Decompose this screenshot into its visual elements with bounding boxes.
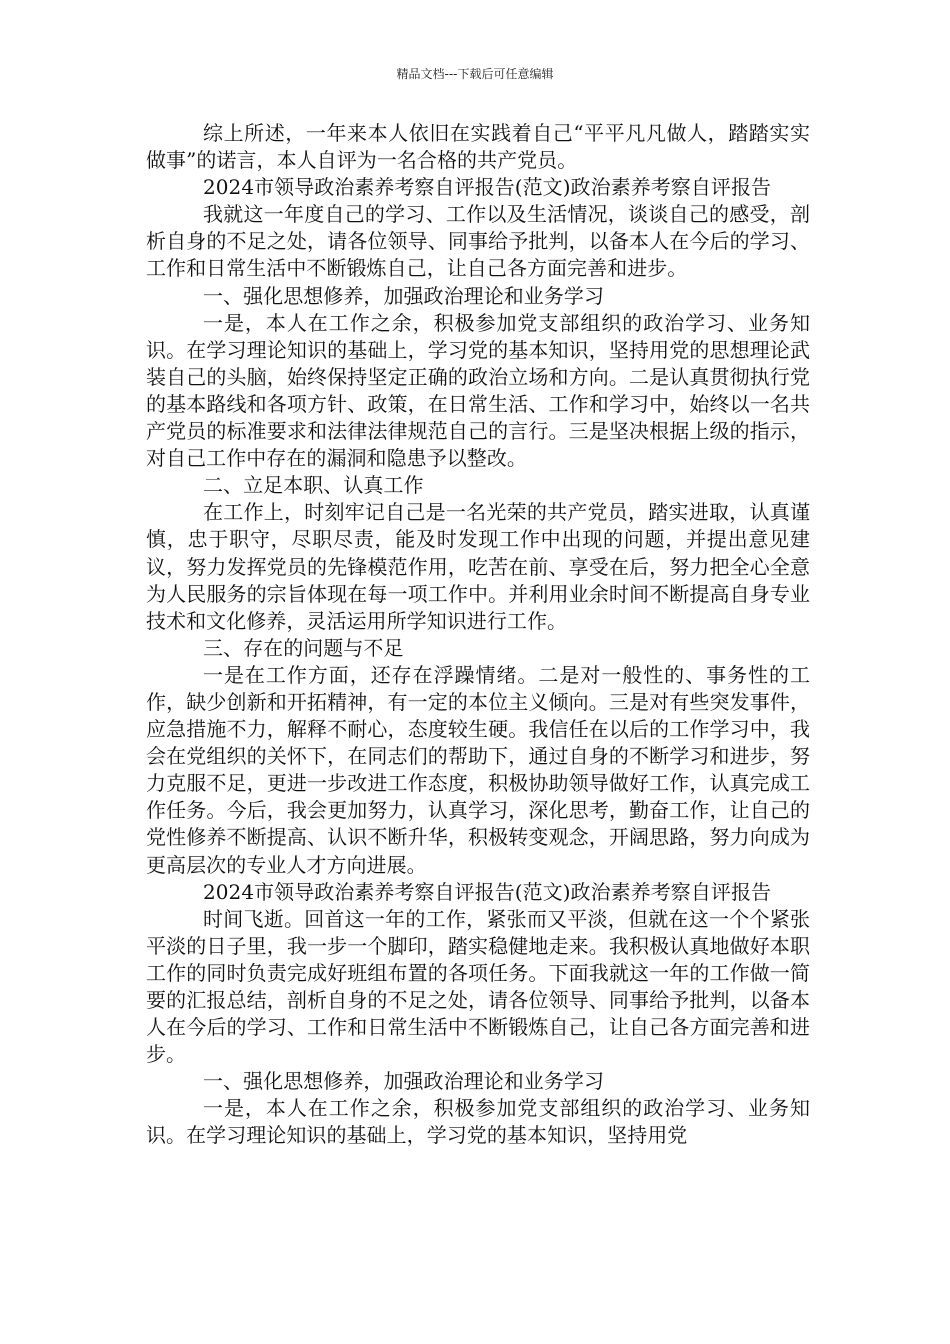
section-heading-3: 三、存在的问题与不足 <box>203 635 404 660</box>
section-3-body: 一是在工作方面，还存在浮躁情绪。二是对一般性的、事务性的工作，缺少创新和开拓精神，有一定的本位主义倾向。三是对有些突发事件，应急措施不力，解释不耐心，态度较生硬。我信任在以后的工作学习中，我会在党组织的关怀下，在同志们的帮助下，通过自身的不断学习和进步，努力克服不足，更进一步改进工作态度，积极协助领导做好工作，认真完成工作任务。今后，我会更加努力，认真学习，深化思考，勤奋工作，让自己的党性修养不断提高、认识不断升华，积极转变观念，开阔思路，努力向成为更高层次的专业人才方向进展。 <box>146 662 810 877</box>
document-body <box>146 120 810 1150</box>
section-heading-1b: 一、强化思想修养，加强政治理论和业务学习 <box>203 1069 604 1094</box>
report-title: 2024市领导政治素养考察自评报告(范文)政治素养考察自评报告 <box>203 175 772 200</box>
page-header-note: 精品文档---下载后可任意编辑 <box>396 67 554 81</box>
section-1b-body: 一是，本人在工作之余，积极参加党支部组织的政治学习、业务知识。在学习理论知识的基础上，学习党的基本知识，坚持用党 <box>146 1096 810 1148</box>
section-heading-2: 二、立足本职、认真工作 <box>203 473 424 498</box>
section-2-body: 在工作上，时刻牢记自己是一名光荣的共产党员，踏实进取，认真谨慎，忠于职守，尽职尽责，能及时发现工作中出现的问题，并提出意见建议，努力发挥党员的先锋模范作用，吃苦在前、享受在后，努力把全心全意为人民服务的宗旨体现在每一项工作中。并利用业余时间不断提高自身专业技术和文化修养，灵活运用所学知识进行工作。 <box>146 500 810 633</box>
intro-paragraph-2: 时间飞逝。回首这一年的工作，紧张而又平淡，但就在这一个个紧张平淡的日子里，我一步一个脚印，踏实稳健地走来。我积极认真地做好本职工作的同时负责完成好班组布置的各项任务。下面我就这一年的工作做一简要的汇报总结，剖析自身的不足之处，请各位领导、同事给予批判，以备本人在今后的学习、工作和日常生活中不断锻炼自己，让自己各方面完善和进步。 <box>146 906 810 1067</box>
closing-paragraph: 综上所述，一年来本人依旧在实践着自己“平平凡凡做人，踏踏实实做事”的诺言，本人自评为一名合格的共产党员。 <box>146 121 810 173</box>
section-heading-1: 一、强化思想修养，加强政治理论和业务学习 <box>203 283 604 308</box>
section-1-body: 一是，本人在工作之余，积极参加党支部组织的政治学习、业务知识。在学习理论知识的基础上，学习党的基本知识，坚持用党的思想理论武装自己的头脑，始终保持坚定正确的政治立场和方向。二是认真贯彻执行党的基本路线和各项方针、政策，在日常生活、工作和学习中，始终以一名共产党员的标准要求和法律法律规范自己的言行。三是坚决根据上级的指示，对自己工作中存在的漏洞和隐患予以整改。 <box>146 310 810 471</box>
report-title-2: 2024市领导政治素养考察自评报告(范文)政治素养考察自评报告 <box>203 879 772 904</box>
intro-paragraph: 我就这一年度自己的学习、工作以及生活情况，谈谈自己的感受，剖析自身的不足之处，请各位领导、同事给予批判，以备本人在今后的学习、工作和日常生活中不断锻炼自己，让自己各方面完善和进步。 <box>146 202 810 281</box>
